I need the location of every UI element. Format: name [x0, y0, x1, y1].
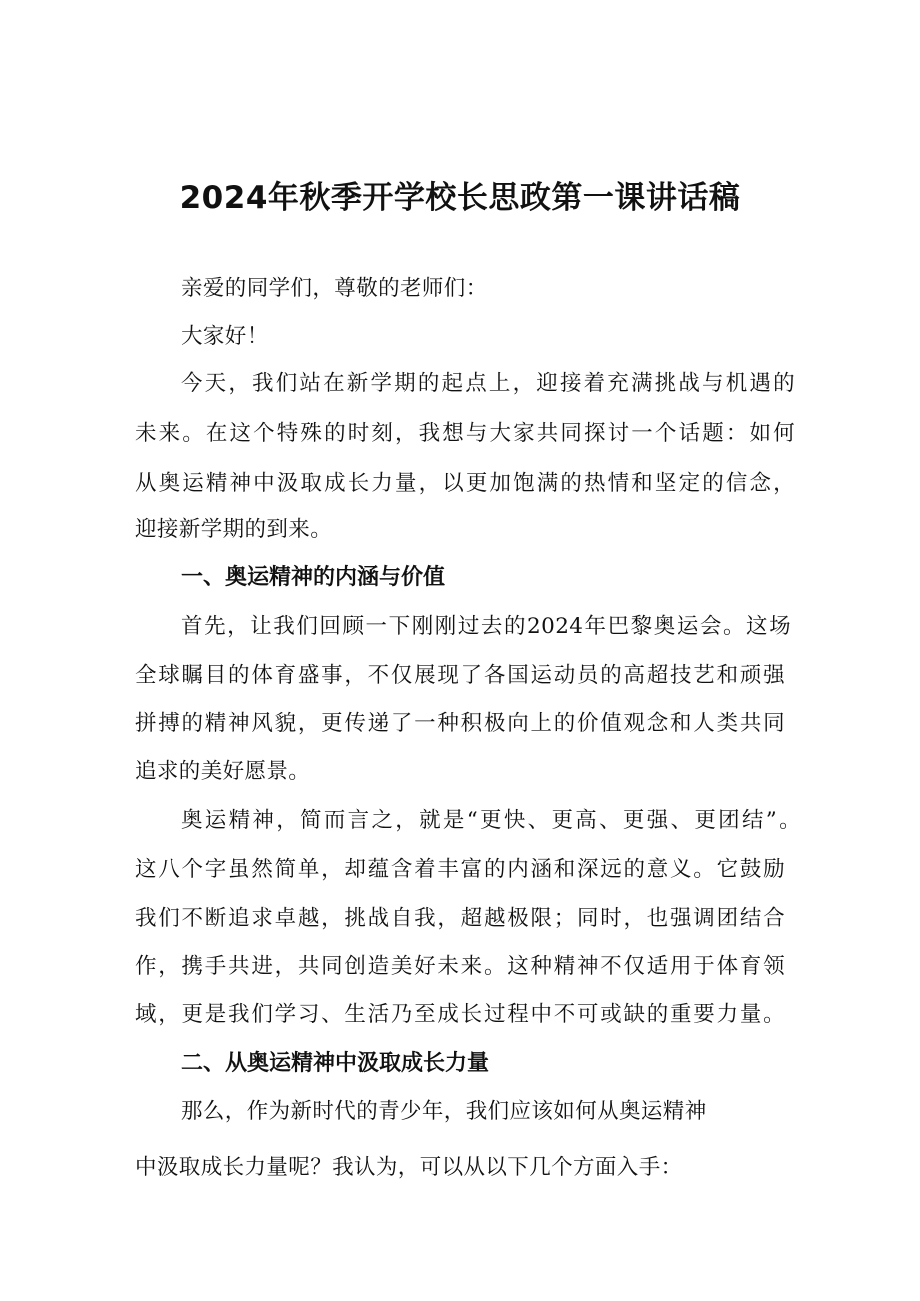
- paragraph-line: 首先，让我们回顾一下刚刚过去的2024年巴黎奥运会。这场: [181, 614, 791, 639]
- paragraph-line: 拼搏的精神风貌，更传递了一种积极向上的价值观念和人类共同: [135, 711, 785, 736]
- intro-line: 未来。在这个特殊的时刻，我想与大家共同探讨一个话题：如何: [135, 421, 795, 446]
- greeting: 亲爱的同学们，尊敬的老师们：: [181, 276, 488, 301]
- intro-line: 迎接新学期的到来。: [135, 517, 333, 542]
- paragraph-line: 奥运精神，简而言之，就是“更快、更高、更强、更团结”。: [181, 808, 801, 833]
- paragraph-line: 作，携手共进，共同创造美好未来。这种精神不仅适用于体育领: [135, 954, 785, 979]
- paragraph-line: 域，更是我们学习、生活乃至成长过程中不可或缺的重要力量。: [135, 1002, 785, 1027]
- paragraph-line: 那么，作为新时代的青少年，我们应该如何从奥运精神: [181, 1099, 707, 1124]
- page-title: 2024年秋季开学校长思政第一课讲话稿: [179, 180, 741, 216]
- section-heading-2: 二、从奥运精神中汲取成长力量: [181, 1051, 490, 1076]
- section-heading-1: 一、奥运精神的内涵与价值: [181, 565, 446, 590]
- intro-line: 今天，我们站在新学期的起点上，迎接着充满挑战与机遇的: [181, 371, 795, 396]
- paragraph-line: 这八个字虽然简单，却蕴含着丰富的内涵和深远的意义。它鼓励: [135, 857, 785, 882]
- intro-line: 从奥运精神中汲取成长力量，以更加饱满的热情和坚定的信念，: [135, 471, 795, 496]
- paragraph-line: 我们不断追求卓越，挑战自我，超越极限；同时，也强调团结合: [135, 906, 785, 931]
- paragraph-line: 追求的美好愿景。: [135, 759, 311, 784]
- hello-line: 大家好！: [181, 324, 269, 349]
- paragraph-line: 中汲取成长力量呢？我认为，可以从以下几个方面入手：: [135, 1155, 683, 1180]
- paragraph-line: 全球瞩目的体育盛事，不仅展现了各国运动员的高超技艺和顽强: [135, 663, 785, 688]
